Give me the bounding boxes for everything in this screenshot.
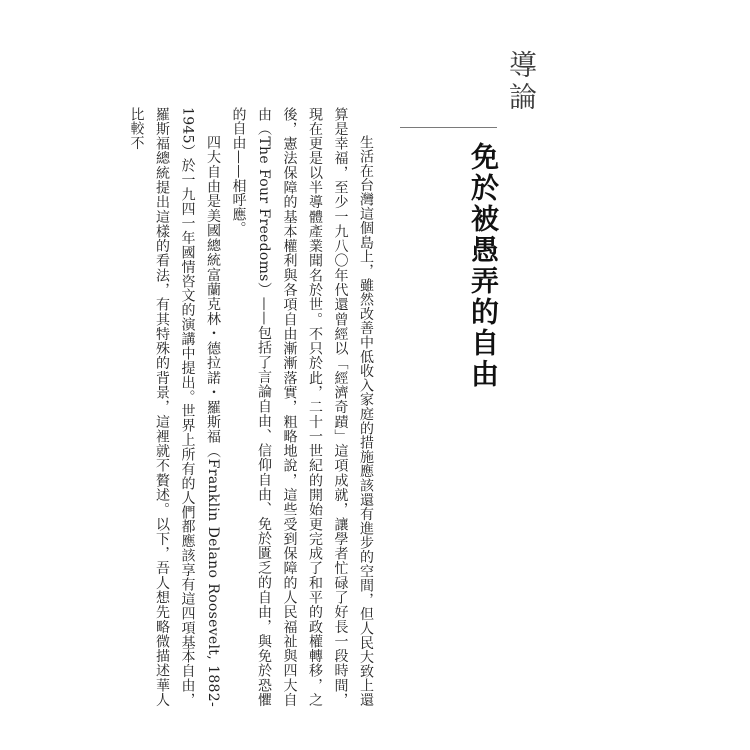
chapter-title: 免於被愚弄的自由 [467,142,500,390]
paragraph: 四大自由是美國總統富蘭克林・德拉諾・羅斯福（Franklin Delano Roosevelt, 1882-1945）於一九四一年國情咨文的演講中提出。世界上所有的人們都應該享有這四項基本自由，羅斯福總統提出這樣的看法，有其特殊的背景，這裡就不贅述。以下，吾人想先略微描述華人比較不 [128,107,221,707]
title-rule [400,127,497,128]
paragraph: 生活在台灣這個島上，雖然改善中低收入家庭的措施應該還有進步的空間，但人民大致上還算是幸福，至少一九八〇年代還曾經以「經濟奇蹟」這項成就，讓學者忙碌了好長一段時間，現在更是以半導體產業聞名於世。不只於此，二十一世紀的開始更完成了和平的政權轉移，之後，憲法保障的基本權利與各項自由漸漸落實，粗略地說，這些受到保障的人民福祉與四大自由（The Four Freedoms）——包括了言論自由、信仰自由、免於匱乏的自由，與免於恐懼的自由——相呼應。 [230,107,374,707]
body-text [123,107,378,707]
section-label: 導論 [505,50,538,114]
